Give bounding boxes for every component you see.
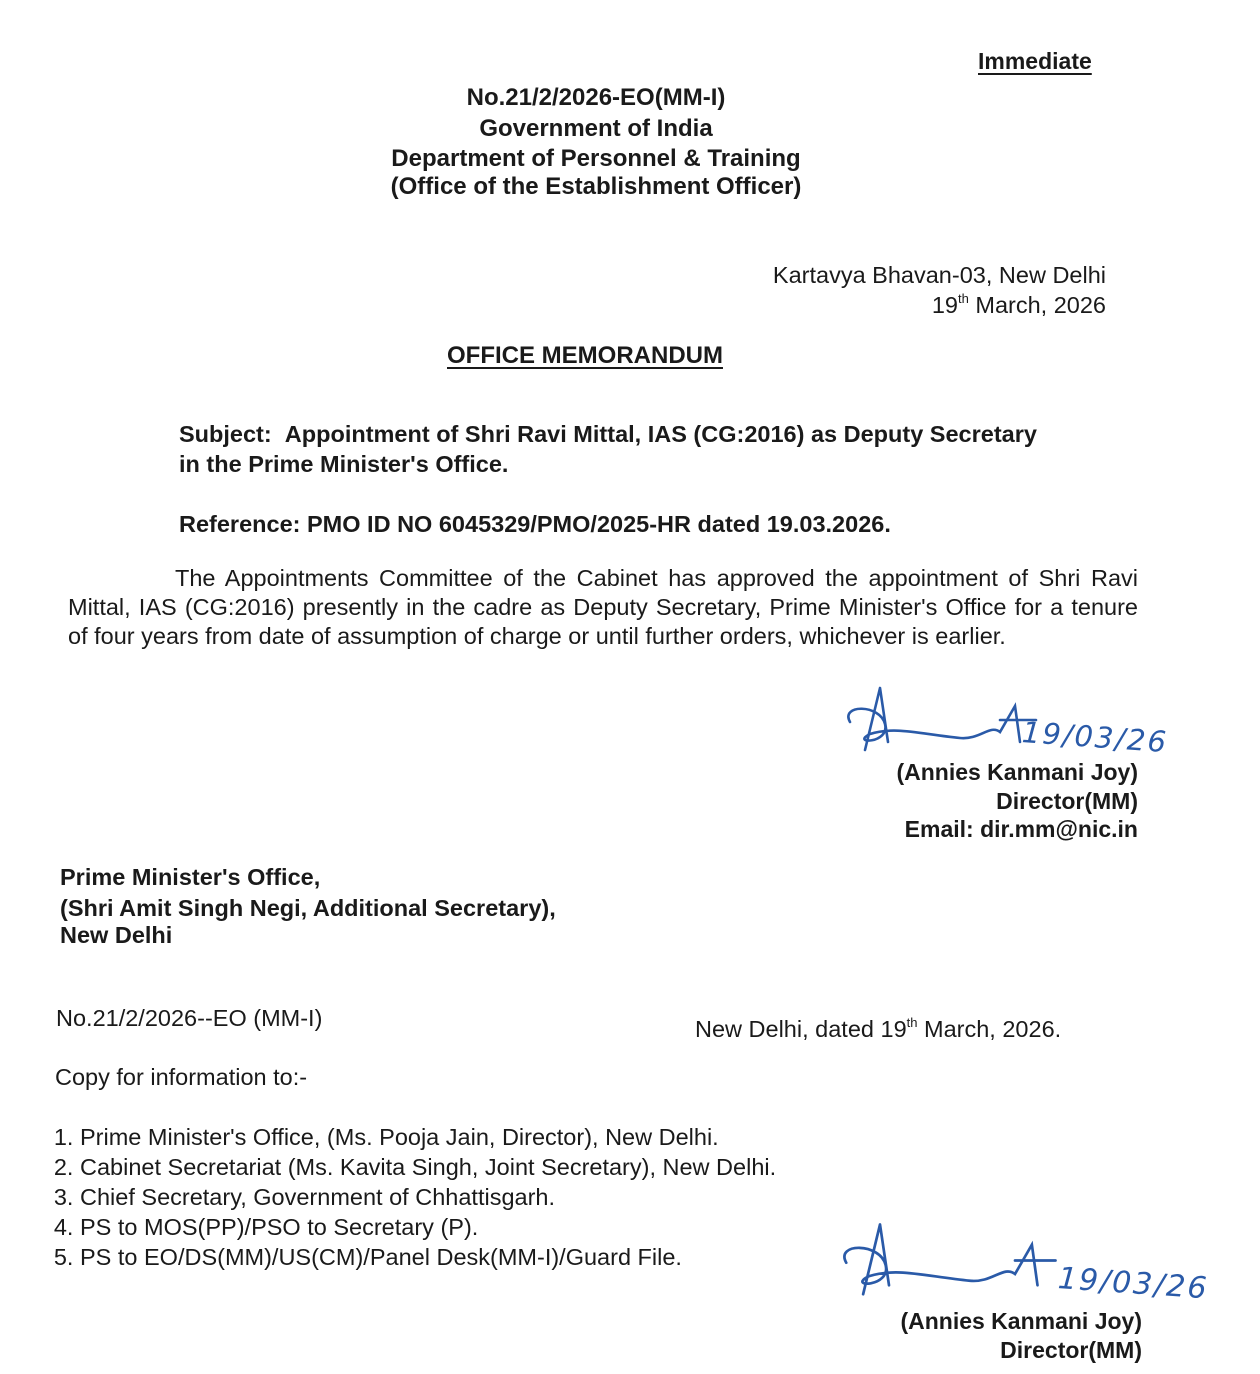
copy-date-suffix: th: [906, 1015, 918, 1030]
copy-list-item: 1. Prime Minister's Office, (Ms. Pooja Jain, Director), New Delhi.: [80, 1122, 776, 1152]
copy-date-rest: March, 2026.: [917, 1016, 1062, 1042]
signatory-designation-2: Director(MM): [1000, 1337, 1142, 1363]
copy-list: [50, 1122, 776, 1272]
copy-list-item: 2. Cabinet Secretariat (Ms. Kavita Singh, Joint Secretary), New Delhi.: [80, 1152, 776, 1182]
copy-file-number: No.21/2/2026--EO (MM-I): [56, 1005, 323, 1031]
subject-text: Appointment of Shri Ravi Mittal, IAS (CG:2016) as Deputy Secretary: [284, 421, 1037, 447]
signatory-designation: Director(MM): [996, 788, 1138, 814]
signature-date-2: 19/03/26: [1056, 1261, 1210, 1307]
office-name: (Office of the Establishment Officer): [390, 173, 802, 200]
department-name: Department of Personnel & Training: [391, 145, 801, 172]
copy-date-prefix: New Delhi, dated: [695, 1016, 881, 1042]
addressee-line-2: (Shri Amit Singh Negi, Additional Secretary),: [60, 895, 556, 921]
copy-intro: Copy for information to:-: [55, 1064, 308, 1090]
copy-date-day: 19: [880, 1016, 907, 1042]
priority-label: Immediate: [978, 48, 1092, 74]
signature-date: 19/03/26: [1020, 715, 1170, 760]
subject-line-2: in the Prime Minister's Office.: [179, 451, 509, 477]
file-number: No.21/2/2026-EO(MM-I): [466, 84, 726, 111]
reference: Reference: PMO ID NO 6045329/PMO/2025-HR dated 19.03.2026.: [179, 511, 891, 537]
signature-image-2: [835, 1220, 1060, 1310]
signatory-name: (Annies Kanmani Joy): [896, 759, 1138, 785]
document-title: OFFICE MEMORANDUM: [447, 342, 723, 369]
date-day: 19: [931, 292, 958, 318]
copy-date: [695, 1016, 1061, 1042]
addressee-line-1: Prime Minister's Office,: [60, 864, 321, 890]
signatory-email: Email: dir.mm@nic.in: [904, 816, 1138, 842]
signatory-name-2: (Annies Kanmani Joy): [900, 1308, 1142, 1334]
government-name: Government of India: [479, 115, 713, 142]
copy-list-item: 4. PS to MOS(PP)/PSO to Secretary (P).: [80, 1212, 776, 1242]
signature-image: [840, 684, 1040, 754]
place: Kartavya Bhavan-03, New Delhi: [772, 262, 1106, 288]
copy-list-item: 5. PS to EO/DS(MM)/US(CM)/Panel Desk(MM-I)/Guard File.: [80, 1242, 776, 1272]
memo-date: [932, 292, 1106, 318]
date-suffix: th: [958, 291, 969, 306]
subject-line-1: [179, 423, 1037, 447]
copy-list-item: 3. Chief Secretary, Government of Chhattisgarh.: [80, 1182, 776, 1212]
subject-label: Subject:: [179, 421, 272, 447]
addressee-line-3: New Delhi: [60, 922, 173, 948]
date-rest: March, 2026: [968, 292, 1106, 318]
body-paragraph: The Appointments Committee of the Cabinet has approved the appointment of Shri Ravi Mittal, IAS (CG:2016) presently in the cadre as Deputy Secretary, Prime Minister's Office for a tenure of four years from date of assumption of charge or until further orders, whichever is earlier.: [68, 565, 1138, 649]
